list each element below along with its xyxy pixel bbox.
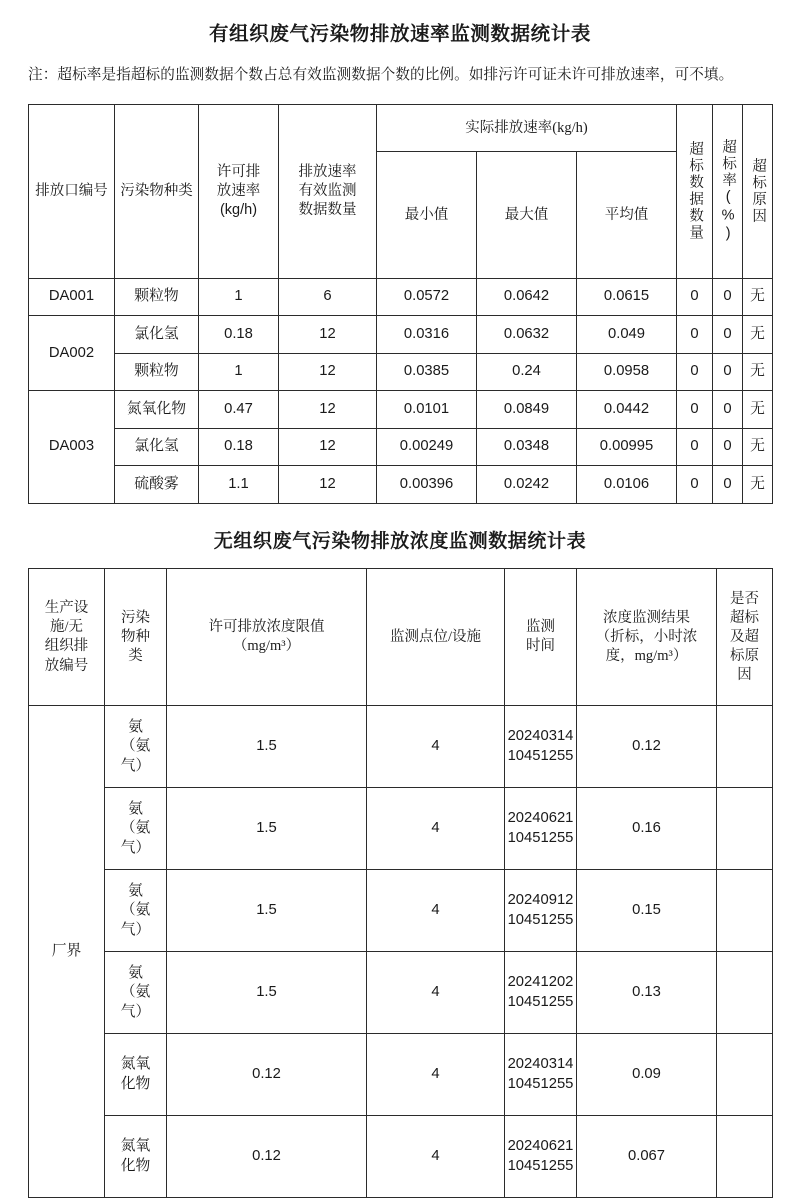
- header-actual-rate-group: 实际排放速率(kg/h): [377, 104, 677, 151]
- cell-avg-value: 0.0615: [577, 278, 677, 316]
- cell-limit-value: 1.5: [167, 788, 367, 870]
- cell-monitor-time: [505, 1116, 577, 1198]
- cell-outlet-no: DA003: [29, 391, 115, 504]
- cell-permitted-rate: 1: [199, 278, 279, 316]
- cell-exceed-count: 0: [677, 278, 713, 316]
- cell-exceed-reason: 无: [743, 391, 773, 429]
- cell-pollutant-type: [105, 1034, 167, 1116]
- table-row: [29, 1116, 773, 1198]
- header-pollutant-type: 污染 物种 类: [105, 569, 167, 706]
- cell-result: 0.15: [577, 870, 717, 952]
- header-valid-data-count: 排放速率 有效监测 数据数量: [279, 104, 377, 278]
- cell-valid-data-count: 12: [279, 353, 377, 391]
- pollutant-line: 气）: [120, 757, 151, 774]
- cell-result: 0.13: [577, 952, 717, 1034]
- table-row: [29, 952, 773, 1034]
- cell-avg-value: 0.0106: [577, 466, 677, 504]
- cell-pollutant-type: 颗粒物: [115, 353, 199, 391]
- cell-min-value: 0.0316: [377, 316, 477, 354]
- pollutant-line: （氨: [120, 738, 151, 755]
- cell-outlet-no: DA001: [29, 278, 115, 316]
- cell-monitor-time: [505, 1034, 577, 1116]
- header-max-value: 最大值: [477, 151, 577, 278]
- cell-pollutant-type: [105, 706, 167, 788]
- table-row: [29, 278, 773, 316]
- pollutant-line: 气）: [120, 839, 151, 856]
- cell-monitor-point: 4: [367, 706, 505, 788]
- header-monitor-point: 监测点位/设施: [367, 569, 505, 706]
- cell-exceed-reason: 无: [743, 466, 773, 504]
- emission-rate-table-body: [29, 278, 773, 503]
- cell-exceed-status: [717, 1116, 773, 1198]
- cell-monitor-point: 4: [367, 1034, 505, 1116]
- pollutant-line: 氨: [128, 718, 143, 735]
- pollutant-line: 氨: [128, 964, 143, 981]
- cell-valid-data-count: 12: [279, 466, 377, 504]
- cell-max-value: 0.0242: [477, 466, 577, 504]
- table-header-row: [29, 569, 773, 706]
- cell-pollutant-type: [105, 870, 167, 952]
- cell-outlet-no: DA002: [29, 316, 115, 391]
- table-row: [29, 1034, 773, 1116]
- cell-valid-data-count: 12: [279, 391, 377, 429]
- concentration-table-body: [29, 706, 773, 1198]
- monitor-time-line: 20241202: [507, 974, 574, 991]
- cell-min-value: 0.0101: [377, 391, 477, 429]
- pollutant-line: 气）: [120, 921, 151, 938]
- cell-limit-value: 1.5: [167, 706, 367, 788]
- header-exceed-rate: 超标率(%): [713, 104, 743, 278]
- cell-monitor-time: [505, 706, 577, 788]
- concentration-table: [28, 568, 773, 1198]
- table-header-row-1: [29, 104, 773, 151]
- cell-exceed-reason: 无: [743, 278, 773, 316]
- header-outlet-no: 排放口编号: [29, 104, 115, 278]
- monitor-time-line: 10451255: [507, 911, 574, 928]
- header-avg-value: 平均值: [577, 151, 677, 278]
- pollutant-line: 化物: [120, 1157, 151, 1174]
- pollutant-line: 氮氧: [120, 1138, 151, 1155]
- monitor-time-line: 20240314: [507, 728, 574, 745]
- cell-exceed-status: [717, 1034, 773, 1116]
- cell-limit-value: 1.5: [167, 870, 367, 952]
- cell-avg-value: 0.0442: [577, 391, 677, 429]
- cell-pollutant-type: [105, 788, 167, 870]
- pollutant-line: 氮氧: [120, 1056, 151, 1073]
- cell-avg-value: 0.049: [577, 316, 677, 354]
- cell-exceed-rate: 0: [713, 391, 743, 429]
- header-monitor-time: 监测 时间: [505, 569, 577, 706]
- monitor-time-line: 20240621: [507, 1138, 574, 1155]
- cell-exceed-rate: 0: [713, 428, 743, 466]
- cell-min-value: 0.00396: [377, 466, 477, 504]
- header-result: 浓度监测结果 （折标，小时浓 度，mg/m³）: [577, 569, 717, 706]
- cell-limit-value: 1.5: [167, 952, 367, 1034]
- cell-avg-value: 0.00995: [577, 428, 677, 466]
- pollutant-line: 氨: [128, 800, 143, 817]
- section-spacer: [28, 504, 772, 530]
- cell-valid-data-count: 12: [279, 428, 377, 466]
- pollutant-line: 氨: [128, 882, 143, 899]
- cell-permitted-rate: 1.1: [199, 466, 279, 504]
- header-min-value: 最小值: [377, 151, 477, 278]
- cell-monitor-point: 4: [367, 788, 505, 870]
- table-row: [29, 353, 773, 391]
- cell-pollutant-type: 氯化氢: [115, 316, 199, 354]
- cell-monitor-time: [505, 870, 577, 952]
- cell-max-value: 0.0632: [477, 316, 577, 354]
- cell-min-value: 0.00249: [377, 428, 477, 466]
- table-row: [29, 316, 773, 354]
- concentration-table-head: [29, 569, 773, 706]
- cell-pollutant-type: [105, 952, 167, 1034]
- cell-exceed-rate: 0: [713, 316, 743, 354]
- cell-exceed-reason: 无: [743, 428, 773, 466]
- cell-limit-value: 0.12: [167, 1116, 367, 1198]
- pollutant-line: （氨: [120, 902, 151, 919]
- pollutant-line: 化物: [120, 1075, 151, 1092]
- cell-permitted-rate: 1: [199, 353, 279, 391]
- header-pollutant-type: 污染物种类: [115, 104, 199, 278]
- section-title-concentration: 无组织废气污染物排放浓度监测数据统计表: [213, 530, 587, 552]
- cell-result: 0.12: [577, 706, 717, 788]
- cell-result: 0.09: [577, 1034, 717, 1116]
- cell-exceed-count: 0: [677, 353, 713, 391]
- header-facility-no: 生产设 施/无 组织排 放编号: [29, 569, 105, 706]
- emission-rate-table-head: [29, 104, 773, 278]
- note-text: 注：超标率是指超标的监测数据个数占总有效监测数据个数的比例。如排污许可证未许可排放速率，可不填。: [28, 67, 734, 84]
- monitor-time-line: 20240912: [507, 892, 574, 909]
- cell-exceed-rate: 0: [713, 353, 743, 391]
- cell-monitor-point: 4: [367, 870, 505, 952]
- cell-limit-value: 0.12: [167, 1034, 367, 1116]
- pollutant-line: （氨: [120, 984, 151, 1001]
- cell-pollutant-type: 氮氧化物: [115, 391, 199, 429]
- table-row: [29, 870, 773, 952]
- page-title: 有组织废气污染物排放速率监测数据统计表: [209, 24, 591, 45]
- cell-exceed-rate: 0: [713, 278, 743, 316]
- cell-pollutant-type: [105, 1116, 167, 1198]
- cell-permitted-rate: 0.47: [199, 391, 279, 429]
- cell-valid-data-count: 12: [279, 316, 377, 354]
- table-row: [29, 466, 773, 504]
- monitor-time-line: 10451255: [507, 1075, 574, 1092]
- table-row: [29, 706, 773, 788]
- header-exceed-status: 是否 超标 及超 标原 因: [717, 569, 773, 706]
- cell-result: 0.16: [577, 788, 717, 870]
- cell-monitor-point: 4: [367, 1116, 505, 1198]
- cell-valid-data-count: 6: [279, 278, 377, 316]
- monitor-time-line: 10451255: [507, 747, 574, 764]
- cell-permitted-rate: 0.18: [199, 316, 279, 354]
- cell-exceed-count: 0: [677, 428, 713, 466]
- cell-exceed-count: 0: [677, 391, 713, 429]
- cell-pollutant-type: 氯化氢: [115, 428, 199, 466]
- cell-max-value: 0.24: [477, 353, 577, 391]
- cell-avg-value: 0.0958: [577, 353, 677, 391]
- cell-min-value: 0.0385: [377, 353, 477, 391]
- cell-min-value: 0.0572: [377, 278, 477, 316]
- cell-monitor-time: [505, 788, 577, 870]
- cell-result: 0.067: [577, 1116, 717, 1198]
- pollutant-line: 气）: [120, 1003, 151, 1020]
- cell-monitor-time: [505, 952, 577, 1034]
- header-exceed-reason: 超标原因: [743, 104, 773, 278]
- cell-exceed-status: [717, 870, 773, 952]
- cell-permitted-rate: 0.18: [199, 428, 279, 466]
- cell-monitor-point: 4: [367, 952, 505, 1034]
- cell-exceed-reason: 无: [743, 353, 773, 391]
- monitor-time-line: 20240621: [507, 810, 574, 827]
- header-permitted-rate: 许可排 放速率 (kg/h): [199, 104, 279, 278]
- pollutant-line: （氨: [120, 820, 151, 837]
- cell-exceed-rate: 0: [713, 466, 743, 504]
- table-row: [29, 391, 773, 429]
- cell-exceed-status: [717, 788, 773, 870]
- cell-exceed-count: 0: [677, 466, 713, 504]
- cell-facility-no: 厂界: [29, 706, 105, 1198]
- cell-max-value: 0.0348: [477, 428, 577, 466]
- table-row: [29, 428, 773, 466]
- monitor-time-line: 10451255: [507, 1157, 574, 1174]
- monitor-time-line: 10451255: [507, 993, 574, 1010]
- monitor-time-line: 10451255: [507, 829, 574, 846]
- header-limit-value: 许可排放浓度限值 （mg/m³）: [167, 569, 367, 706]
- monitor-time-line: 20240314: [507, 1056, 574, 1073]
- emission-rate-table: [28, 104, 773, 504]
- cell-max-value: 0.0642: [477, 278, 577, 316]
- cell-exceed-count: 0: [677, 316, 713, 354]
- cell-max-value: 0.0849: [477, 391, 577, 429]
- cell-exceed-reason: 无: [743, 316, 773, 354]
- table-row: [29, 788, 773, 870]
- cell-pollutant-type: 颗粒物: [115, 278, 199, 316]
- cell-exceed-status: [717, 706, 773, 788]
- cell-exceed-status: [717, 952, 773, 1034]
- cell-pollutant-type: 硫酸雾: [115, 466, 199, 504]
- header-exceed-count: 超标数据数量: [677, 104, 713, 278]
